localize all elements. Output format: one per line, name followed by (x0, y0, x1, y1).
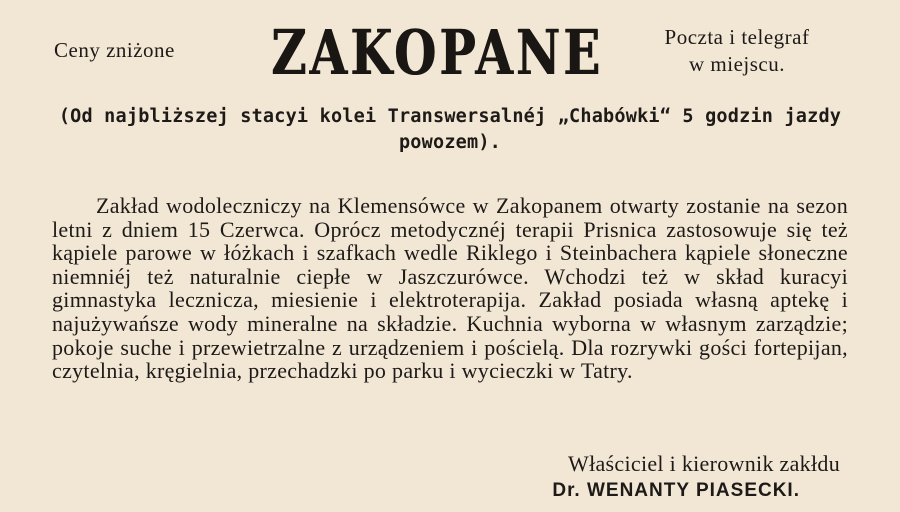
subtitle: (Od najbliższej stacyi kolei Transwersalnéj „Chabówki“ 5 godzin jazdy powozem). (58, 106, 842, 153)
post-telegraph-line-2: w miejscu. (689, 52, 785, 76)
body-paragraph: Zakład wodoleczniczy na Klemensówce w Zakopanem otwarty zostanie na sezon letni z dniem 15 Czerwca. Oprócz metodycznéj terapii Prisnica zastosowuje się też kąpiele parowe w łóżkach i szafkach wedle Riklego i Steinbachera kąpiele słoneczne niemniéj też naturalnie ciepłe w Jaszczurówce. Wchodzi też w skład kuracyi gimnastyka lecznicza, miesienie i elektroterapija. Zakład posiada własną aptekę i najużywańsze wody mineralne na składzie. Kuchnia wyborna w własnym zarządzie; pokoje suche i przewietrzalne z urządzeniem i pościelą. Dla rozrywki gości fortepijan, czytelnia, kręgielnia, przechadzki po parku i wycieczki w Tatry. (52, 193, 848, 384)
page-title: ZAKOPANE (270, 15, 604, 89)
signature-role: Właściciel i kierownik zakłdu (568, 451, 840, 476)
post-telegraph-line-1: Poczta i telegraf (664, 25, 810, 49)
signature (552, 450, 840, 504)
header (0, 8, 900, 94)
reduced-prices-note: Ceny zniżone (54, 38, 175, 62)
post-telegraph-note (612, 24, 862, 78)
signature-name: Dr. WENANTY PIASECKI. (552, 480, 800, 501)
